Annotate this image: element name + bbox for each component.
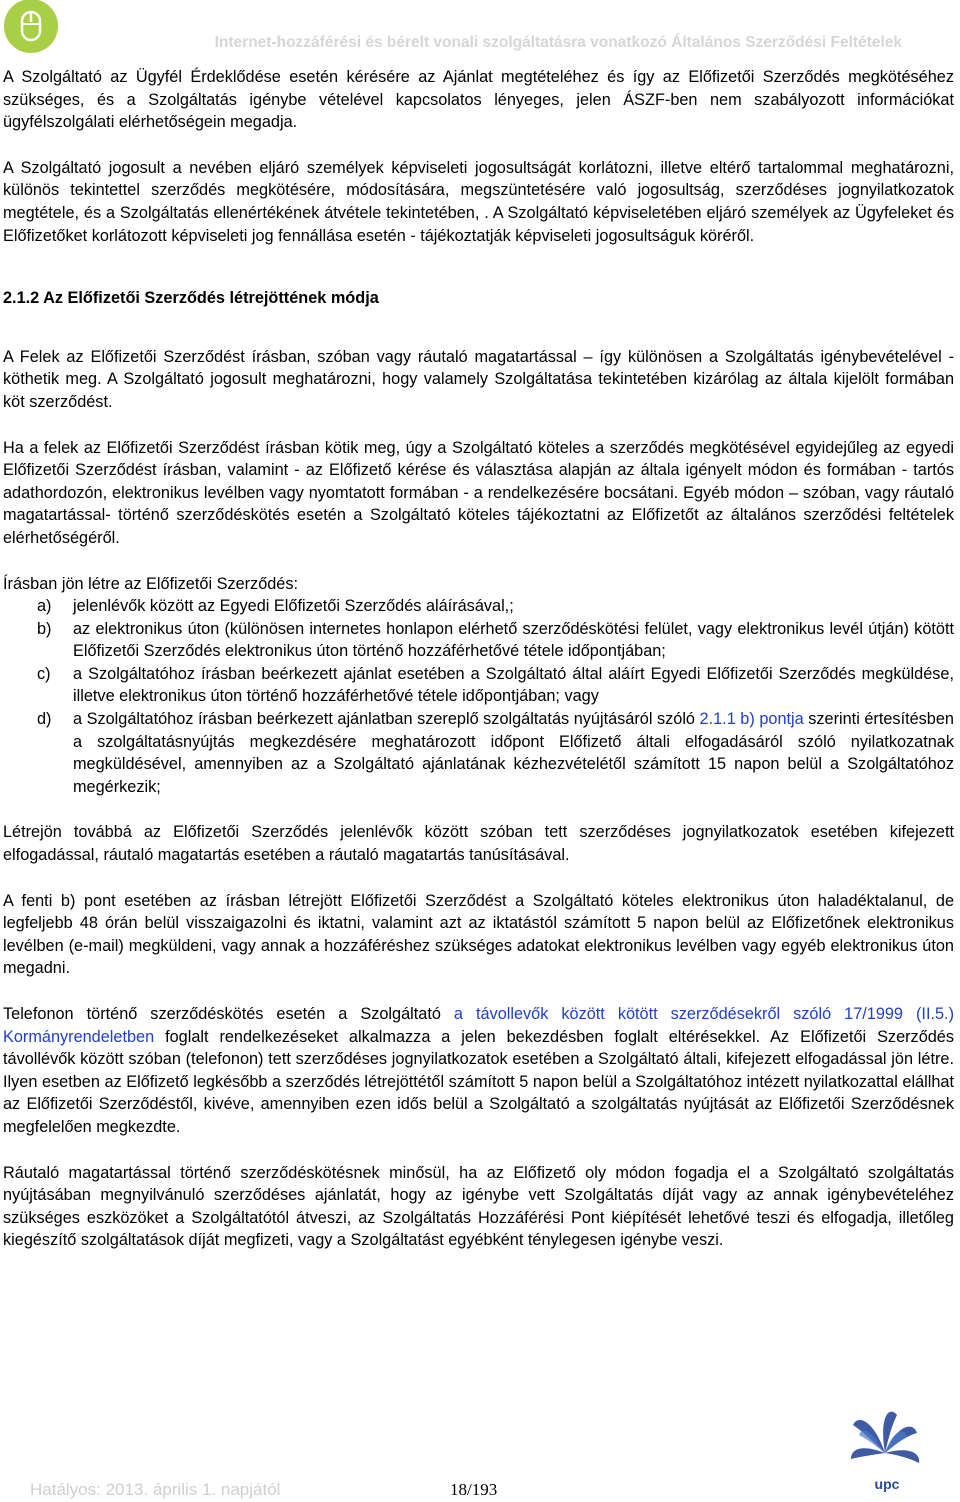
effective-date: Hatályos: 2013. április 1. napjától [30, 1480, 281, 1499]
page-number: 18/193 [450, 1480, 498, 1499]
document-body [3, 66, 954, 1252]
paragraph-written-contract: Ha a felek az Előfizetői Szerződést írásban kötik meg, úgy a Szolgáltató köteles a szerződés megkötésével egyidejűleg az egyedi Előfizetői Szerződést írásban, valamint - az Előfizető kérése és választása alapján az általa igényelt módon és formában - tartós adathordozón, elektronikus levélben vagy nyomtatott formában - a rendelkezésére bocsátani. Egyéb módon – szóban, vagy ráutaló magatartással- történő szerződéskötés esetén a Szolgáltató köteles tájékoztatni az Előfizetőt az általános szerződési feltételek elérhetőségéről. [3, 438, 954, 547]
list-item-text-continued: szerinti értesítésben a szolgáltatásnyújtás megkezdésére meghatározott időpont Előfizető általi elfogadásáról szóló nyilatkozatnak megküldésével, amennyiben az a Szolgáltató ajánlatának kézhezvételétől számított 15 napon belül a Szolgáltatóhoz megérkezik; [73, 710, 954, 796]
list-item-label: b) [37, 619, 52, 638]
paragraph-representation: A Szolgáltató jogosult a nevében eljáró személyek képviseleti jogosultságát korlátozni, illetve eltérő tartalommal meghatározni, különös tekintettel szerződés megkötésére, módosítására, megszüntetésére való jogosultság, szerződéses jognyilatkozatok megtétele, és a Szolgáltatás ellenértékének átvétele tekintetében, . A Szolgáltató képviseletében eljáró személyek az Ügyfeleket és Előfizetőket korlátozott képviseleti jog fennállása esetén - tájékoztatják képviseleti jogosultságuk köréről. [3, 158, 954, 245]
list-item [3, 708, 954, 798]
page-header [0, 0, 960, 62]
list-item-label: a) [37, 597, 52, 616]
list-intro: Írásban jön létre az Előfizetői Szerződés: [3, 574, 299, 593]
list-item-text: a Szolgáltatóhoz írásban beérkezett ajánlatban szereplő szolgáltatás nyújtásáról szóló [73, 710, 700, 729]
list-item-label: d) [37, 710, 52, 729]
upc-logo-text: upc [874, 1476, 900, 1492]
mouse-logo-icon [3, 0, 59, 56]
list-item-text: jelenlévők között az Egyedi Előfizetői Szerződés aláírásával,; [73, 597, 514, 616]
paragraph-contract-forms: A Felek az Előfizetői Szerződést írásban, szóban vagy ráutaló magatartással – így különösen a Szolgáltatás igénybevételével - köthetik meg. A Szolgáltató jogosult meghatározni, hogy valamely Szolgáltatása tekintetében kizárólag az általa kijelölt formában köt szerződést. [3, 347, 954, 411]
contract-conditions-list [3, 595, 954, 798]
list-item [3, 618, 954, 663]
list-item [3, 663, 954, 708]
telephone-text: Telefonon történő szerződéskötés esetén a Szolgáltató [3, 1005, 454, 1023]
list-item-text: a Szolgáltatóhoz írásban beérkezett ajánlat esetében a Szolgáltató által aláírt Egyedi Előfizetői Szerződés megküldése, illetve elektronikus úton történő hozzáférhetővé tétele időpontjában; vagy [73, 664, 954, 706]
paragraph-info: A Szolgáltató az Ügyfél Érdeklődése esetén kérésére az Ajánlat megtételéhez és így az Előfizetői Szerződés megkötéséhez szükséges, és a Szolgáltatás igénybe vételével kapcsolatos lényeges, jelen ÁSZF-ben nem szabályozott információkat ügyfélszolgálati elérhetőségein megadja. [3, 68, 954, 132]
list-item [3, 595, 954, 618]
paragraph-implied-conduct: Ráutaló magatartással történő szerződéskötésnek minősül, ha az Előfizető oly módon fogadja el a Szolgáltató szolgáltatás nyújtásában megnyilvánuló szerződéses ajánlatát, hogy az igénybe vett Szolgáltatás díját vagy az annak igénybevételéhez szükséges eszközöket a Szolgáltatótól átveszi, az Szolgáltatás Hozzáférési Pont kiépítését lehetővé teszi és elfogadja, illetőleg kiegészítő szolgáltatások díját megfizeti, vagy a Szolgáltatást egyébként ténylegesen igénybe veszi. [3, 1163, 954, 1250]
paragraph-confirmation: A fenti b) pont esetében az írásban létrejött Előfizetői Szerződést a Szolgáltató köteles elektronikus úton haladéktalanul, de legfeljebb 48 órán belül visszaigazolni és iktatni, valamint azt az iktatástól számított 5 napon belül az Előfizetőnek elektronikus levélben (e-mail) megküldeni, vagy annak a hozzáféréshez szükséges adatokat elektronikus levélben vagy egyéb elektronikus úton megadni. [3, 891, 954, 978]
upc-logo-icon [845, 1403, 925, 1495]
section-reference-link[interactable]: 2.1.1 b) pontja [699, 710, 804, 729]
list-item-label: c) [37, 664, 51, 683]
section-heading: 2.1.2 Az Előfizetői Szerződés létrejöttének módja [3, 289, 379, 308]
paragraph-oral-contract: Létrejön továbbá az Előfizetői Szerződés jelenlévők között szóban tett szerződéses jognyilatkozatok esetében kifejezett elfogadással, ráutaló magatartás esetében a ráutaló magatartás tanúsításával. [3, 823, 954, 865]
paragraph-telephone-contract [3, 1003, 954, 1139]
telephone-text-continued: foglalt rendelkezéseket alkalmazza a jelen bekezdésben foglalt eltérésekkel. Az Előfizetői Szerződés távollévők között szóban (telefonon) tett szerződéses jognyilatkozatok esetében a Szolgáltató általi, kifejezett elfogadással jön létre. Ilyen esetben az Előfizető legkésőbb a szerződés létrejöttétől számított 5 napon belül a Szolgáltatóhoz intézett nyilatkozattal elállhat az Előfizetői Szerződéstől, kivéve, amennyiben ezen idős belül a Szolgáltató a szolgáltatás nyújtását az Előfizetői Szerződésnek megfelelően megkezdte. [3, 1027, 954, 1136]
document-header-title: Internet-hozzáférési és bérelt vonali szolgáltatásra vonatkozó Általános Szerződési Feltételek [214, 34, 902, 51]
list-item-text: az elektronikus úton (különösen internetes honlapon elérhető szerződéskötési felület, vagy elektronikus levél útján) kötött Előfizetői Szerződés elektronikus úton történő hozzáférhetővé tétele időpontjában; [73, 619, 954, 661]
government-decree-link[interactable]: a távollevők között kötött szerződésekről szóló 17/1999 (II.5.) Kormányrendeletben [3, 1005, 954, 1046]
